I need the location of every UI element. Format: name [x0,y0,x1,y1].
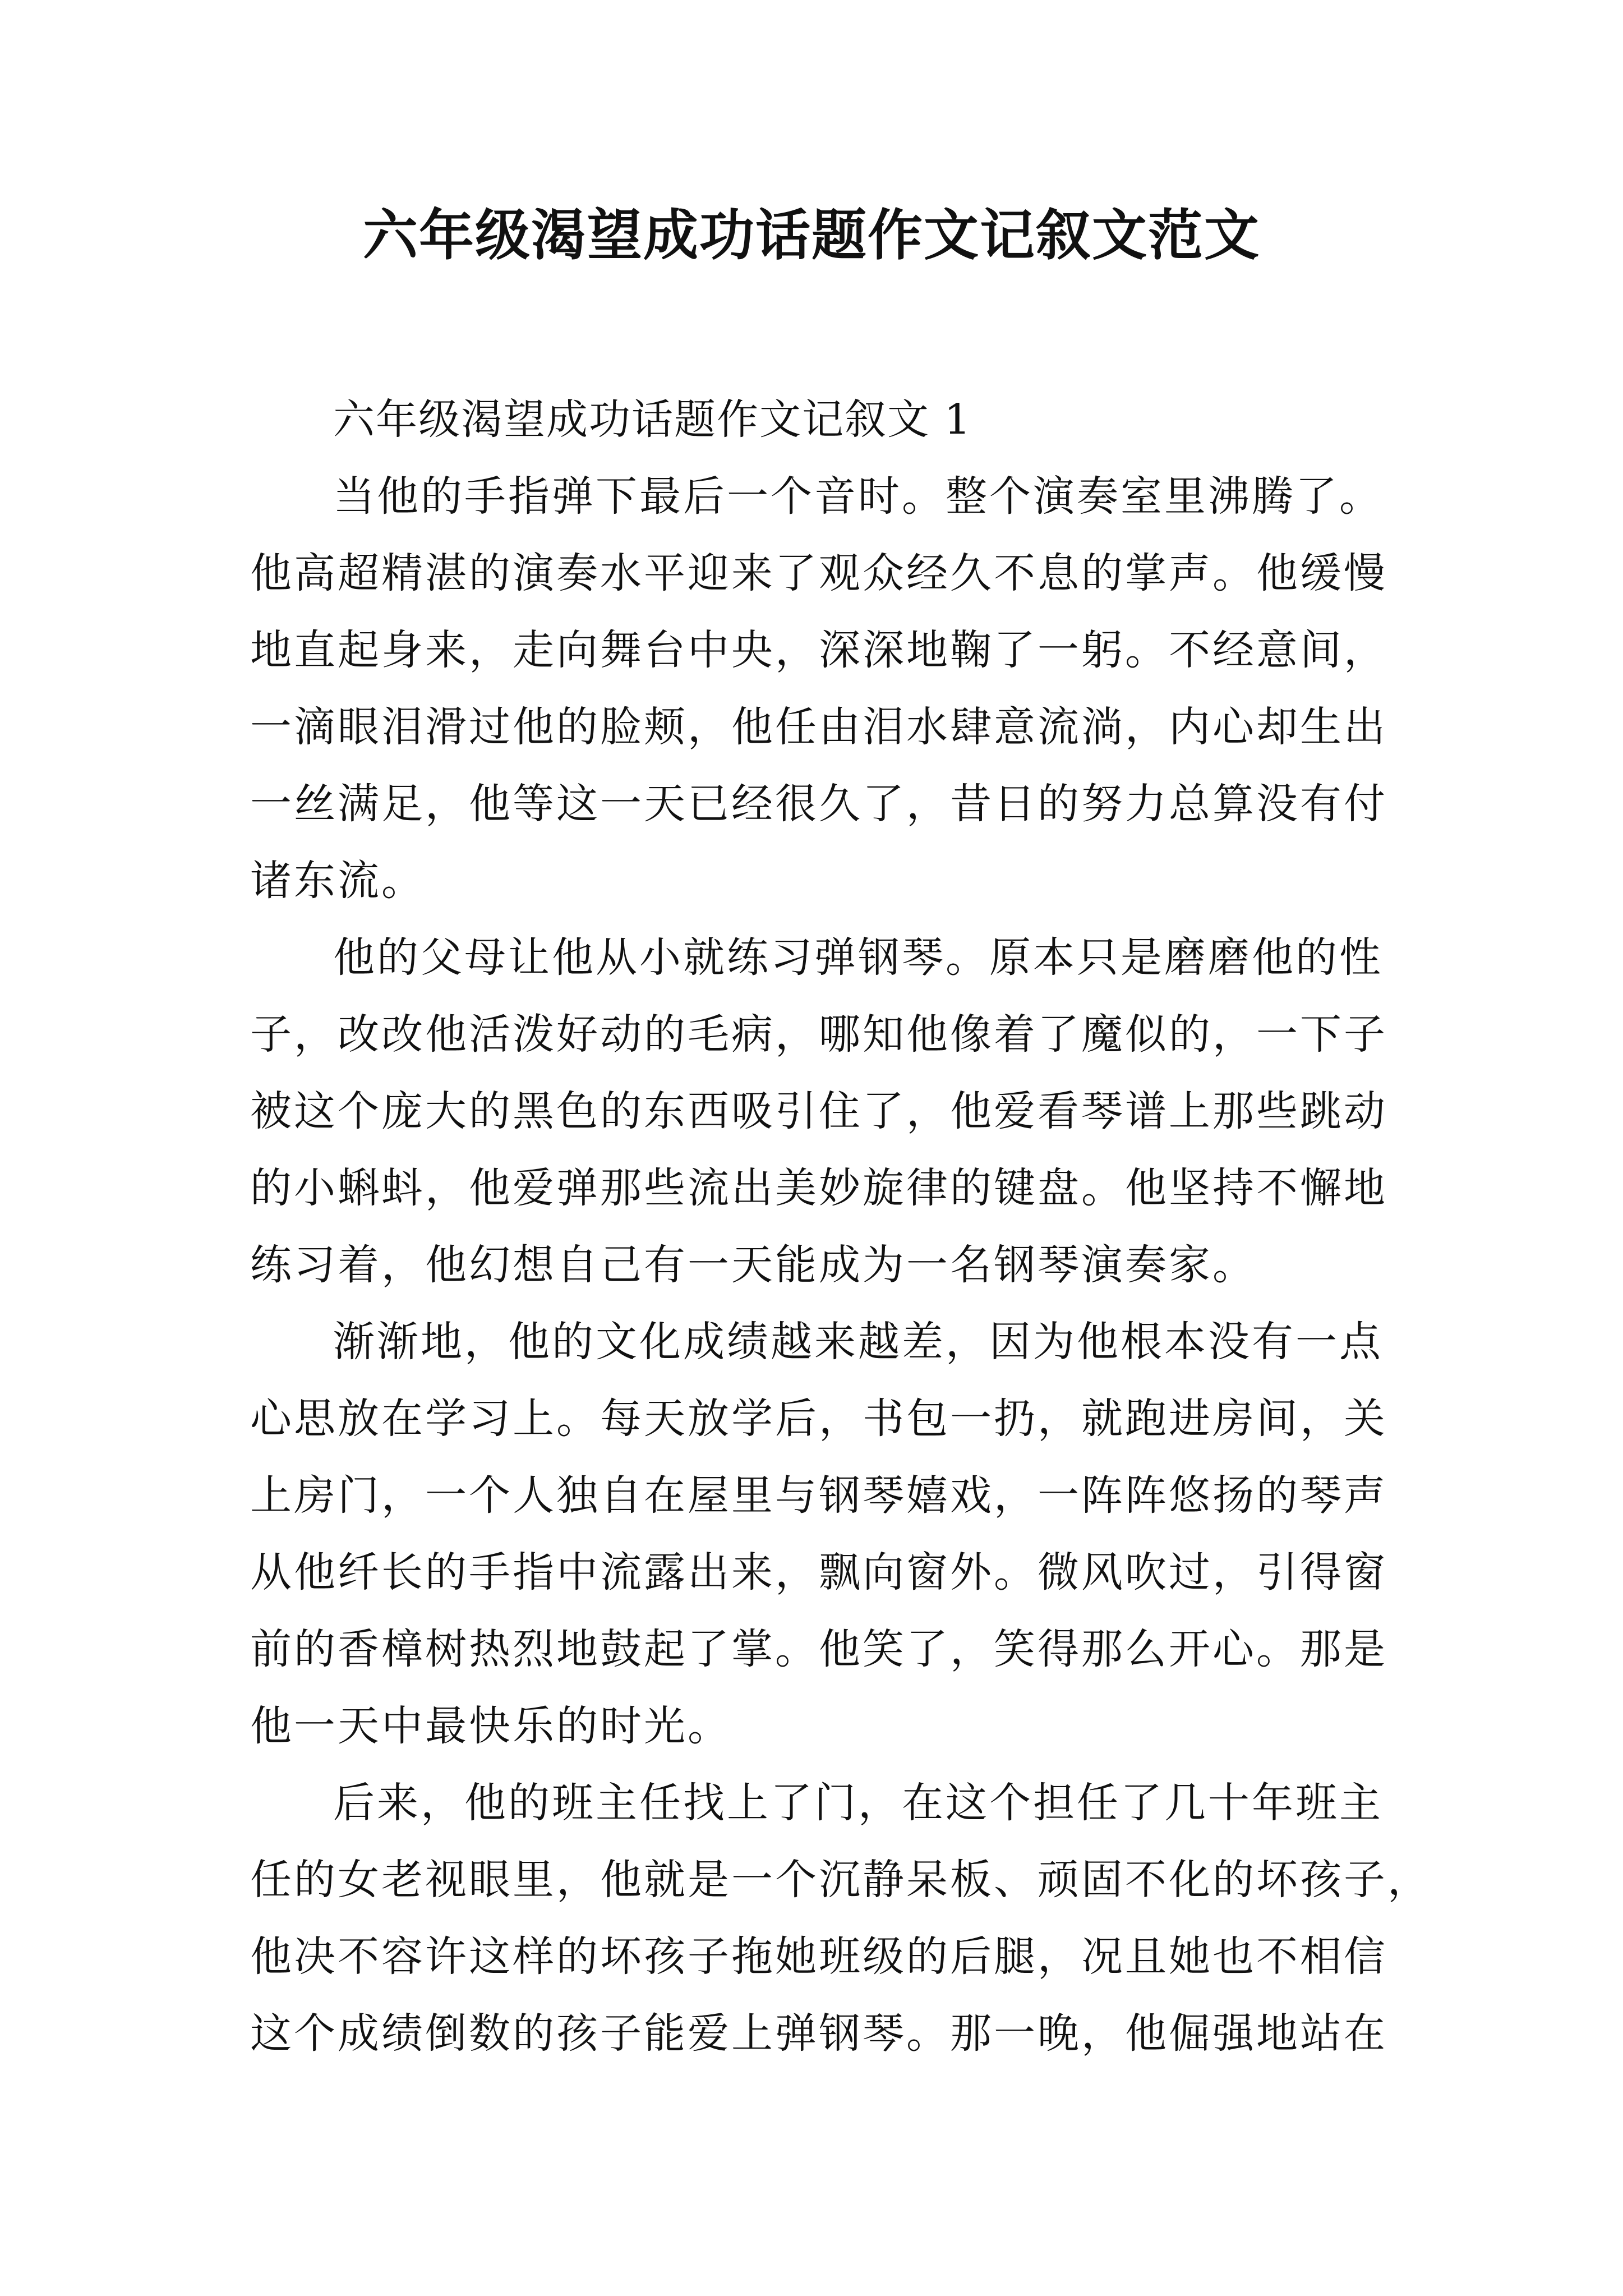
paragraph-line: 地直起身来，走向舞台中央，深深地鞠了一躬。不经意间， [250,626,1387,674]
paragraph-line: 他一天中最快乐的时光。 [250,1702,731,1750]
paragraph-line: 一滴眼泪滑过他的脸颊，他任由泪水肆意流淌，内心却生出 [250,703,1387,751]
paragraph-line: 一丝满足，他等这一天已经很久了，昔日的努力总算没有付 [250,780,1387,828]
document-body [250,381,1431,2072]
paragraph-line: 的小蝌蚪，他爱弹那些流出美妙旋律的键盘。他坚持不懈地 [250,1164,1387,1212]
paragraph-line: 子，改改他活泼好动的毛病，哪知他像着了魔似的，一下子 [250,1010,1387,1059]
paragraph-line: 心思放在学习上。每天放学后，书包一扔，就跑进房间，关 [250,1395,1387,1443]
paragraph-line: 当他的手指弹下最后一个音时。整个演奏室里沸腾了。 [333,472,1383,521]
paragraph-line: 后来，他的班主任找上了门，在这个担任了几十年班主 [333,1779,1383,1827]
paragraph-line: 他高超精湛的演奏水平迎来了观众经久不息的掌声。他缓慢 [250,549,1387,597]
paragraph-line: 练习着，他幻想自己有一天能成为一名钢琴演奏家。 [250,1241,1256,1289]
section-heading: 六年级渴望成功话题作文记叙文 1 [333,395,972,444]
paragraph-line: 任的女老视眼里，他就是一个沉静呆板、顽固不化的坏孩子， [250,1856,1431,1904]
paragraph-line: 上房门，一个人独自在屋里与钢琴嬉戏，一阵阵悠扬的琴声 [250,1471,1387,1520]
paragraph-line: 这个成绩倒数的孩子能爱上弹钢琴。那一晚，他倔强地站在 [250,2009,1387,2058]
paragraph-line: 从他纤长的手指中流露出来，飘向窗外。微风吹过，引得窗 [250,1548,1387,1596]
paragraph-line: 他决不容许这样的坏孩子拖她班级的后腿，况且她也不相信 [250,1932,1387,1981]
paragraph-line: 前的香樟树热烈地鼓起了掌。他笑了，笑得那么开心。那是 [250,1625,1387,1673]
paragraph-line: 渐渐地，他的文化成绩越来越差，因为他根本没有一点 [333,1318,1383,1366]
document-title: 六年级渴望成功话题作文记叙文范文 [362,203,1260,268]
paragraph-line: 诸东流。 [250,857,425,905]
paragraph-line: 他的父母让他从小就练习弹钢琴。原本只是磨磨他的性 [333,933,1383,982]
paragraph-line: 被这个庞大的黑色的东西吸引住了，他爱看琴谱上那些跳动 [250,1087,1387,1135]
